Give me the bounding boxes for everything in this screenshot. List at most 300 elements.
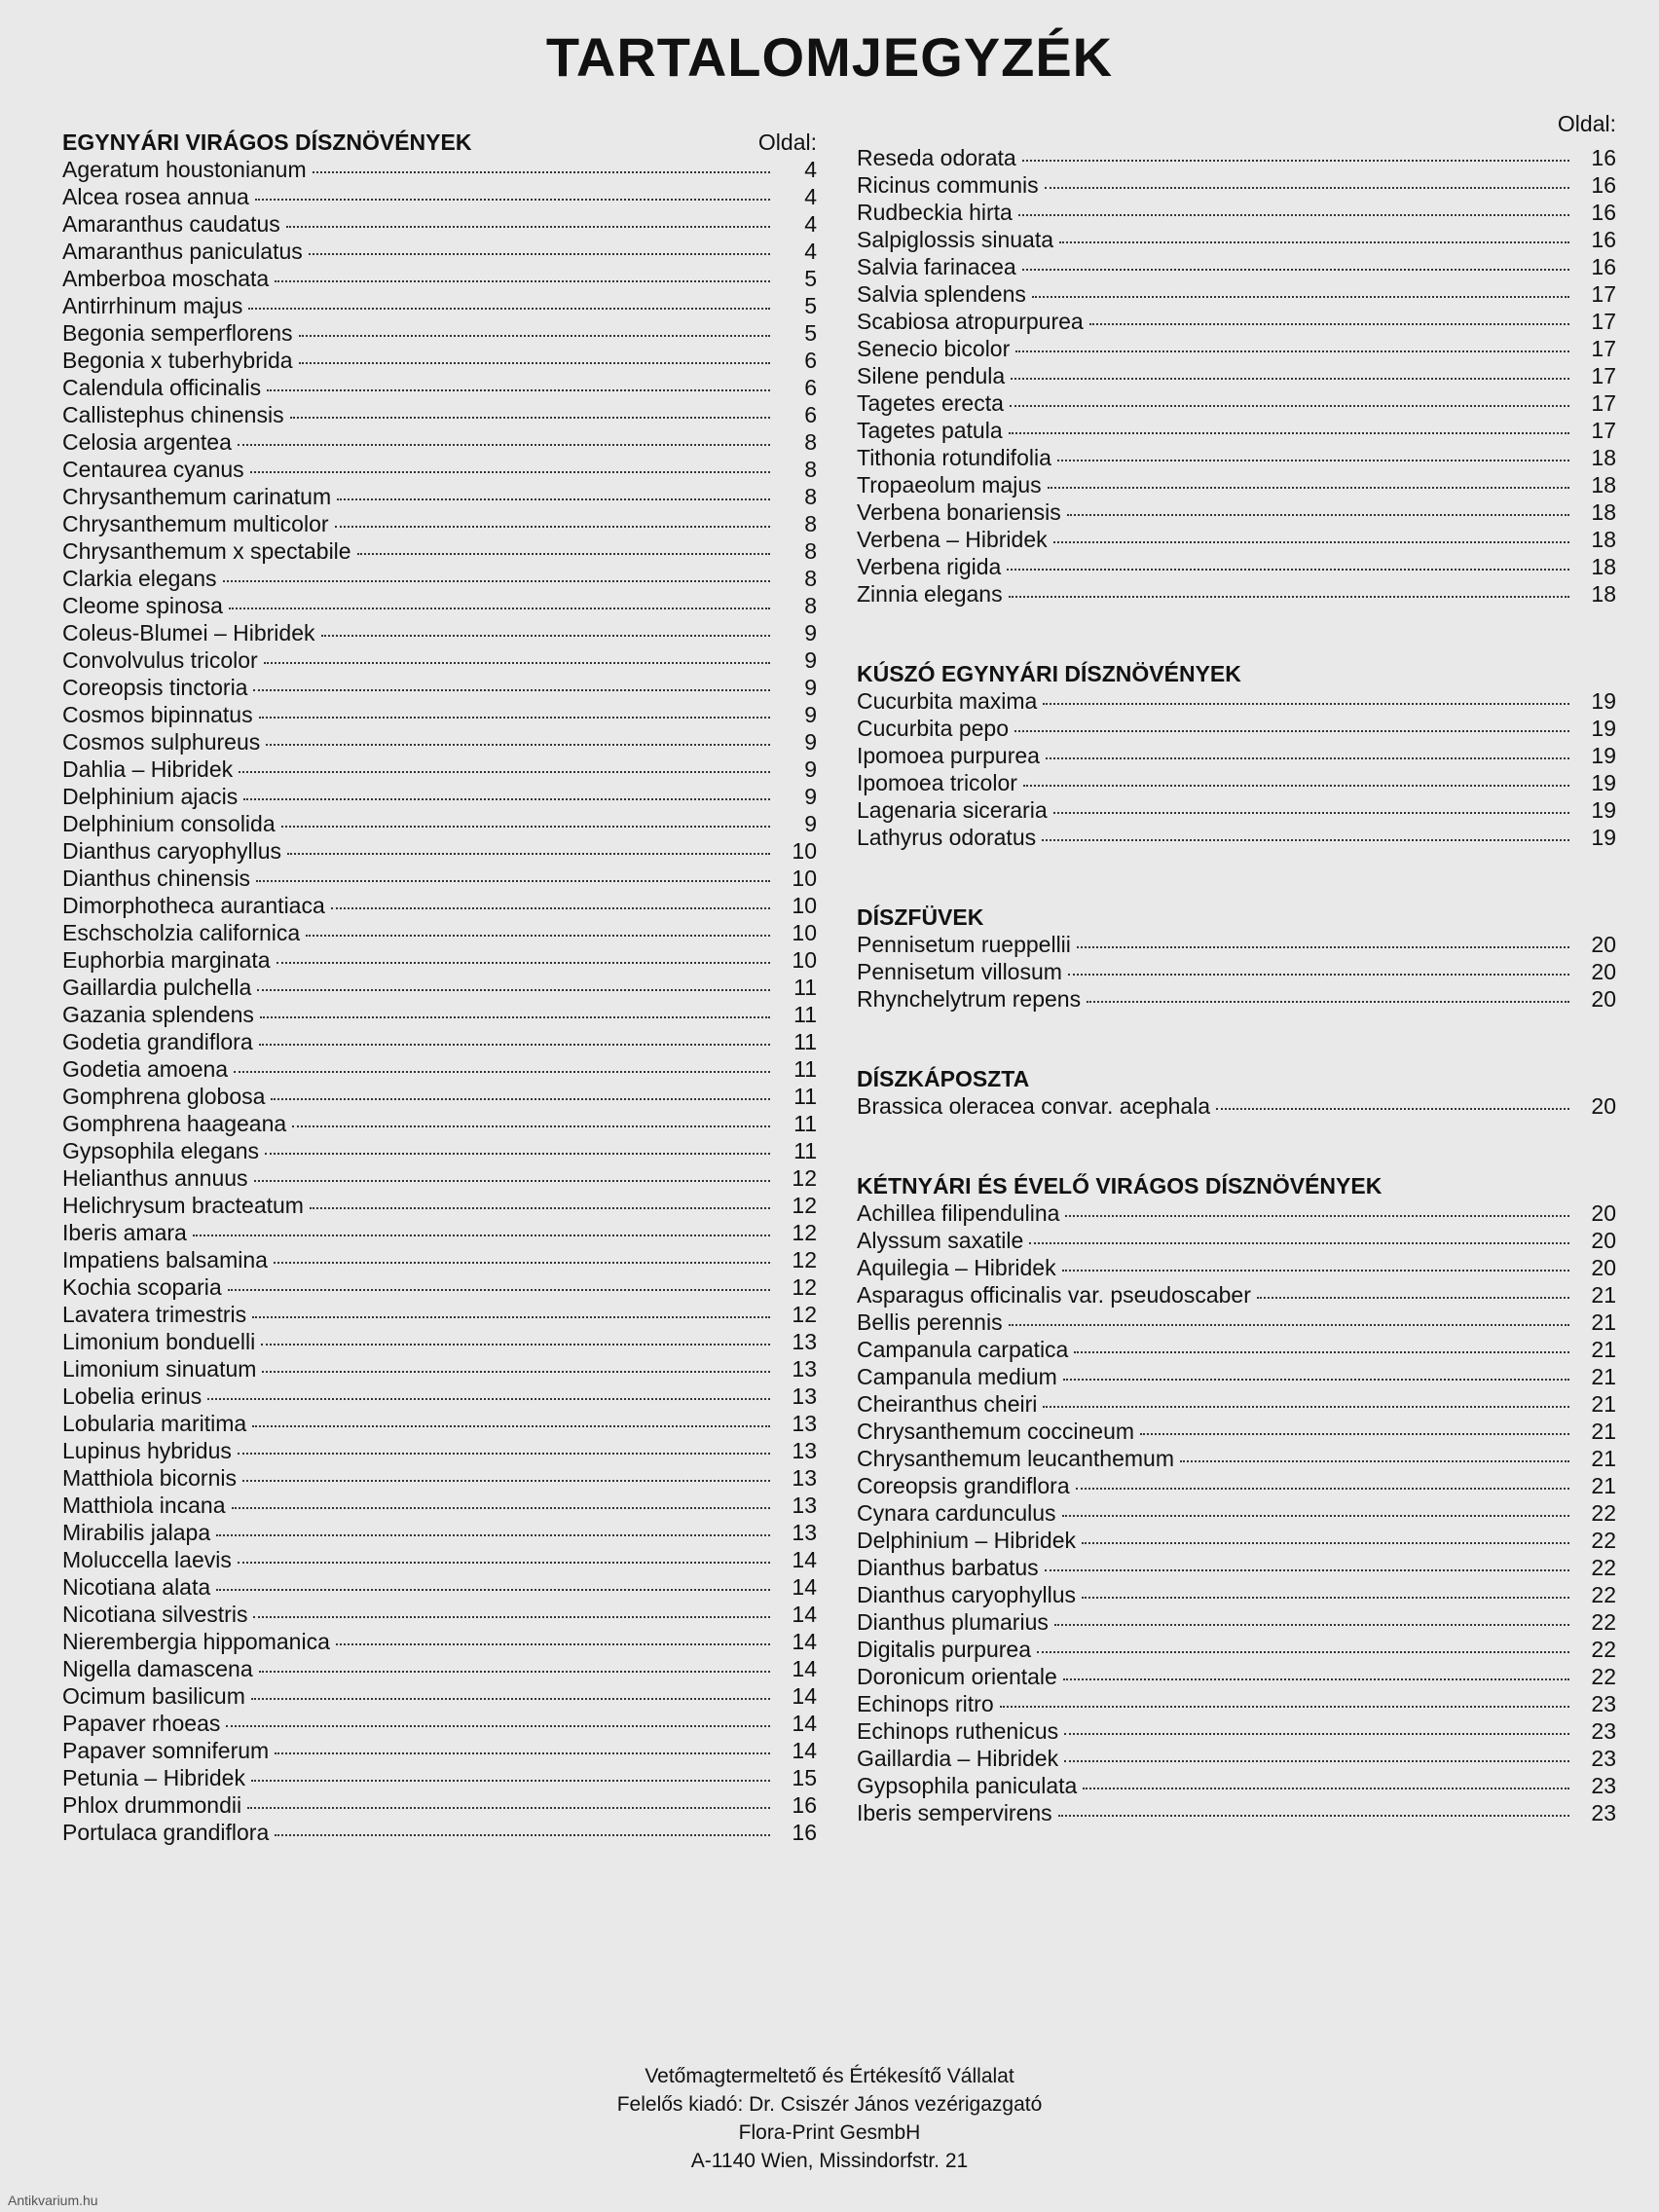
toc-entry <box>857 444 1616 471</box>
entry-name: Limonium sinuatum <box>62 1356 257 1382</box>
entry-name: Delphinium – Hibridek <box>857 1528 1076 1553</box>
toc-entry <box>62 1110 817 1137</box>
entry-name: Matthiola incana <box>62 1493 226 1518</box>
toc-section <box>857 654 1616 851</box>
entry-name: Dianthus caryophyllus <box>857 1582 1077 1607</box>
dot-leader <box>1029 1242 1569 1244</box>
entry-name: Lavatera trimestris <box>62 1302 247 1327</box>
entry-name: Amaranthus paniculatus <box>62 239 303 264</box>
dot-leader <box>1043 1406 1569 1408</box>
dot-leader <box>1018 214 1569 216</box>
entry-name: Asparagus officinalis var. pseudoscaber <box>857 1282 1251 1308</box>
toc-entry <box>62 728 817 756</box>
dot-leader <box>232 1507 771 1509</box>
dot-leader <box>238 1562 770 1564</box>
dot-leader <box>242 1480 770 1482</box>
toc-entry <box>62 592 817 619</box>
entry-name: Reseda odorata <box>857 145 1016 170</box>
entry-page-number: 9 <box>804 811 817 836</box>
entry-name: Salpiglossis sinuata <box>857 227 1054 252</box>
dot-leader <box>274 1262 770 1264</box>
dot-leader <box>275 1834 770 1836</box>
entry-name: Alcea rosea annua <box>62 184 249 209</box>
entry-page-number: 19 <box>1591 743 1616 768</box>
entry-page-number: 23 <box>1591 1691 1616 1716</box>
dot-leader <box>262 1371 770 1373</box>
entry-name: Nicotiana silvestris <box>62 1602 248 1627</box>
entry-page-number: 14 <box>792 1656 817 1681</box>
toc-entry <box>62 1410 817 1437</box>
toc-entry <box>62 837 817 865</box>
dot-leader <box>260 1016 770 1018</box>
entry-name: Dianthus plumarius <box>857 1609 1049 1635</box>
entry-page-number: 6 <box>804 402 817 427</box>
entry-name: Godetia amoena <box>62 1056 229 1082</box>
dot-leader <box>1015 350 1569 352</box>
entry-page-number: 11 <box>793 1029 817 1054</box>
oldal-label: Oldal: <box>757 129 817 155</box>
entry-page-number: 16 <box>792 1792 817 1818</box>
entry-page-number: 19 <box>1591 825 1616 850</box>
dot-leader <box>264 662 770 664</box>
toc-list <box>857 144 1616 1826</box>
entry-page-number: 21 <box>1591 1364 1616 1389</box>
entry-name: Silene pendula <box>857 363 1006 388</box>
entry-page-number: 23 <box>1591 1800 1616 1825</box>
dot-leader <box>1010 405 1569 407</box>
section-title: DÍSZKÁPOSZTA <box>857 1066 1030 1091</box>
dot-leader <box>1074 1351 1569 1353</box>
entry-page-number: 16 <box>1591 200 1616 225</box>
toc-entry <box>857 687 1616 715</box>
toc-entry <box>62 183 817 210</box>
entry-page-number: 19 <box>1591 716 1616 741</box>
entry-name: Phlox drummondii <box>62 1792 242 1818</box>
entry-page-number: 18 <box>1591 527 1616 552</box>
entry-page-number: 11 <box>793 1111 817 1136</box>
dot-leader <box>247 1807 770 1809</box>
dot-leader <box>1045 1569 1569 1571</box>
entry-name: Kochia scoparia <box>62 1274 222 1300</box>
toc-entry <box>62 1328 817 1355</box>
entry-page-number: 19 <box>1591 770 1616 795</box>
dot-leader <box>1068 974 1569 976</box>
entry-page-number: 20 <box>1591 932 1616 957</box>
toc-entry <box>62 1355 817 1382</box>
toc-entry <box>857 144 1616 171</box>
entry-name: Cosmos bipinnatus <box>62 702 253 727</box>
entry-name: Delphinium consolida <box>62 811 276 836</box>
publisher-footer <box>0 2062 1659 2175</box>
entry-name: Impatiens balsamina <box>62 1247 268 1272</box>
entry-name: Rudbeckia hirta <box>857 200 1013 225</box>
entry-page-number: 20 <box>1591 986 1616 1012</box>
entry-name: Dianthus chinensis <box>62 866 251 891</box>
entry-page-number: 12 <box>792 1193 817 1218</box>
entry-page-number: 20 <box>1591 959 1616 984</box>
entry-page-number: 18 <box>1591 445 1616 470</box>
dot-leader <box>281 826 770 828</box>
entry-name: Centaurea cyanus <box>62 457 244 482</box>
toc-entry <box>857 199 1616 226</box>
dot-leader <box>216 1534 770 1536</box>
entry-name: Cucurbita maxima <box>857 688 1038 714</box>
entry-page-number: 9 <box>804 729 817 755</box>
entry-name: Calendula officinalis <box>62 375 262 400</box>
entry-name: Aquilegia – Hibridek <box>857 1255 1056 1280</box>
entry-name: Coreopsis grandiflora <box>857 1473 1070 1498</box>
toc-entry <box>62 1628 817 1655</box>
dot-leader <box>252 1425 770 1427</box>
entry-page-number: 4 <box>804 157 817 182</box>
toc-entry <box>857 1717 1616 1745</box>
entry-name: Iberis sempervirens <box>857 1800 1052 1825</box>
entry-page-number: 22 <box>1591 1555 1616 1580</box>
toc-entry <box>857 1799 1616 1826</box>
entry-page-number: 10 <box>792 893 817 918</box>
toc-section <box>857 1166 1616 1826</box>
dot-leader <box>1000 1706 1569 1708</box>
entry-name: Tagetes erecta <box>857 390 1004 416</box>
entry-name: Lupinus hybridus <box>62 1438 232 1463</box>
dot-leader <box>286 226 770 228</box>
toc-entry <box>62 674 817 701</box>
entry-name: Dianthus caryophyllus <box>62 838 282 864</box>
entry-name: Gypsophila paniculata <box>857 1773 1078 1798</box>
dot-leader <box>1065 1215 1569 1217</box>
dot-leader <box>255 199 770 201</box>
dot-leader <box>1082 1542 1569 1544</box>
entry-name: Gaillardia pulchella <box>62 975 252 1000</box>
section-title: KÉTNYÁRI ÉS ÉVELŐ VIRÁGOS DÍSZNÖVÉNYEK <box>857 1173 1382 1198</box>
toc-entry <box>62 319 817 347</box>
toc-entry <box>62 1764 817 1791</box>
entry-name: Petunia – Hibridek <box>62 1765 245 1790</box>
dot-leader <box>226 1725 770 1727</box>
dot-leader <box>1257 1297 1569 1299</box>
toc-section <box>857 898 1616 1013</box>
entry-page-number: 9 <box>804 647 817 673</box>
entry-name: Gypsophila elegans <box>62 1138 260 1163</box>
entry-name: Cleome spinosa <box>62 593 223 618</box>
toc-entry <box>857 362 1616 389</box>
entry-page-number: 21 <box>1591 1446 1616 1471</box>
entry-page-number: 13 <box>792 1411 817 1436</box>
toc-entry <box>857 1336 1616 1363</box>
dot-leader <box>313 171 770 173</box>
toc-entry <box>857 1254 1616 1281</box>
footer-line: A-1140 Wien, Missindorfstr. 21 <box>690 2150 969 2172</box>
toc-entry <box>62 156 817 183</box>
toc-entry <box>62 1301 817 1328</box>
toc-entry <box>857 1499 1616 1527</box>
toc-entry <box>62 1464 817 1492</box>
dot-leader <box>1063 1379 1569 1381</box>
toc-entry <box>62 1437 817 1464</box>
dot-leader <box>228 1289 770 1291</box>
dot-leader <box>238 1453 770 1455</box>
entry-name: Pennisetum rueppellii <box>857 932 1071 957</box>
dot-leader <box>216 1589 770 1591</box>
entry-name: Lathyrus odoratus <box>857 825 1037 850</box>
entry-name: Gazania splendens <box>62 1002 254 1027</box>
entry-page-number: 11 <box>793 1056 817 1082</box>
toc-entry <box>857 1363 1616 1390</box>
toc-entry <box>62 865 817 892</box>
toc-entry <box>62 483 817 510</box>
section-header <box>857 1166 1616 1199</box>
entry-name: Nigella damascena <box>62 1656 253 1681</box>
entry-page-number: 22 <box>1591 1609 1616 1635</box>
dot-leader <box>287 853 770 855</box>
entry-page-number: 9 <box>804 675 817 700</box>
entry-page-number: 23 <box>1591 1746 1616 1771</box>
toc-entry <box>62 1655 817 1682</box>
entry-page-number: 17 <box>1591 418 1616 443</box>
entry-name: Dianthus barbatus <box>857 1555 1039 1580</box>
entry-name: Ocimum basilicum <box>62 1683 245 1709</box>
dot-leader <box>251 1780 770 1782</box>
dot-leader <box>1062 1270 1569 1272</box>
dot-leader <box>271 1098 770 1100</box>
entry-page-number: 11 <box>793 975 817 1000</box>
entry-name: Celosia argentea <box>62 429 232 455</box>
toc-entry <box>857 498 1616 526</box>
dot-leader <box>251 1698 770 1700</box>
entry-page-number: 13 <box>792 1356 817 1382</box>
dot-leader <box>1048 487 1569 489</box>
entry-name: Verbena rigida <box>857 554 1002 579</box>
entry-name: Campanula medium <box>857 1364 1057 1389</box>
dot-leader <box>1064 1760 1569 1762</box>
dot-leader <box>309 253 770 255</box>
dot-leader <box>229 608 770 609</box>
entry-page-number: 16 <box>1591 172 1616 198</box>
entry-page-number: 13 <box>792 1465 817 1491</box>
entry-name: Mirabilis jalapa <box>62 1520 211 1545</box>
toc-entry <box>62 1819 817 1846</box>
toc-entry <box>62 1682 817 1710</box>
toc-entry <box>857 1472 1616 1499</box>
entry-page-number: 16 <box>1591 145 1616 170</box>
toc-entry <box>62 292 817 319</box>
toc-entry <box>857 226 1616 253</box>
entry-page-number: 20 <box>1591 1228 1616 1253</box>
entry-name: Bellis perennis <box>857 1309 1003 1335</box>
entry-name: Alyssum saxatile <box>857 1228 1024 1253</box>
toc-entry <box>857 1418 1616 1445</box>
entry-name: Tropaeolum majus <box>857 472 1042 498</box>
toc-entry <box>857 1608 1616 1636</box>
entry-name: Salvia farinacea <box>857 254 1016 279</box>
toc-entry <box>857 417 1616 444</box>
entry-name: Eschscholzia californica <box>62 920 301 945</box>
toc-entry <box>857 580 1616 608</box>
entry-page-number: 22 <box>1591 1637 1616 1662</box>
dot-leader <box>1140 1433 1569 1435</box>
toc-entry <box>857 1636 1616 1663</box>
dot-leader <box>1064 1733 1569 1735</box>
entry-name: Ipomoea purpurea <box>857 743 1040 768</box>
entry-page-number: 12 <box>792 1247 817 1272</box>
dot-leader <box>266 744 770 746</box>
toc-entry <box>62 919 817 946</box>
toc-entry <box>62 1791 817 1819</box>
section-header <box>62 123 817 156</box>
entry-page-number: 5 <box>804 293 817 318</box>
entry-name: Verbena bonariensis <box>857 499 1061 525</box>
entry-page-number: 12 <box>792 1220 817 1245</box>
entry-name: Verbena – Hibridek <box>857 527 1048 552</box>
entry-name: Chrysanthemum x spectabile <box>62 538 351 564</box>
dot-leader <box>1180 1460 1569 1462</box>
toc-entry <box>62 1737 817 1764</box>
entry-name: Amberboa moschata <box>62 266 270 291</box>
entry-name: Coleus-Blumei – Hibridek <box>62 620 315 645</box>
toc-entry <box>62 1219 817 1246</box>
entry-page-number: 14 <box>792 1602 817 1627</box>
toc-entry <box>62 401 817 428</box>
toc-entry <box>62 1137 817 1164</box>
toc-entry <box>62 1164 817 1192</box>
entry-name: Delphinium ajacis <box>62 784 239 809</box>
dot-leader <box>1077 946 1569 948</box>
dot-leader <box>1009 432 1569 434</box>
entry-name: Amaranthus caudatus <box>62 211 280 237</box>
toc-entry <box>62 1546 817 1573</box>
toc-entry <box>857 1663 1616 1690</box>
footer-line: Vetőmagtermeltető és Értékesítő Vállalat <box>645 2065 1014 2087</box>
entry-page-number: 23 <box>1591 1773 1616 1798</box>
toc-entry <box>62 756 817 783</box>
entry-page-number: 21 <box>1591 1391 1616 1417</box>
dot-leader <box>250 471 770 473</box>
toc-entry <box>857 1227 1616 1254</box>
entry-page-number: 19 <box>1591 688 1616 714</box>
entry-page-number: 6 <box>804 375 817 400</box>
entry-page-number: 15 <box>792 1765 817 1790</box>
entry-page-number: 17 <box>1591 390 1616 416</box>
toc-entry <box>857 715 1616 742</box>
entry-name: Ipomoea tricolor <box>857 770 1017 795</box>
toc-entry <box>62 1028 817 1055</box>
toc-entry <box>857 280 1616 308</box>
entry-name: Cucurbita pepo <box>857 716 1009 741</box>
entry-name: Portulaca grandiflora <box>62 1820 270 1845</box>
entry-page-number: 10 <box>792 866 817 891</box>
toc-entry <box>62 1055 817 1083</box>
entry-name: Nierembergia hippomanica <box>62 1629 330 1654</box>
entry-page-number: 8 <box>804 566 817 591</box>
entry-page-number: 21 <box>1591 1337 1616 1362</box>
dot-leader <box>1057 460 1569 461</box>
toc-entry <box>62 510 817 537</box>
entry-page-number: 17 <box>1591 336 1616 361</box>
toc-entry <box>857 1772 1616 1799</box>
entry-page-number: 22 <box>1591 1664 1616 1689</box>
dot-leader <box>1023 785 1569 787</box>
entry-name: Clarkia elegans <box>62 566 217 591</box>
dot-leader <box>1046 757 1569 759</box>
dot-leader <box>234 1071 770 1073</box>
dot-leader <box>259 1671 770 1673</box>
dot-leader <box>1022 160 1569 162</box>
entry-name: Ricinus communis <box>857 172 1039 198</box>
dot-leader <box>1032 296 1569 298</box>
entry-page-number: 16 <box>1591 227 1616 252</box>
toc-entry <box>62 1192 817 1219</box>
toc-entry <box>62 892 817 919</box>
entry-page-number: 22 <box>1591 1500 1616 1526</box>
toc-entry <box>857 769 1616 796</box>
dot-leader <box>321 635 771 637</box>
entry-name: Cynara cardunculus <box>857 1500 1056 1526</box>
toc-entry <box>62 946 817 974</box>
section-header <box>857 654 1616 687</box>
entry-page-number: 22 <box>1591 1528 1616 1553</box>
entry-page-number: 17 <box>1591 281 1616 307</box>
dot-leader <box>1014 730 1569 732</box>
entry-name: Godetia grandiflora <box>62 1029 253 1054</box>
dot-leader <box>253 1616 770 1618</box>
dot-leader <box>1009 596 1569 598</box>
entry-page-number: 12 <box>792 1165 817 1191</box>
dot-leader <box>275 280 770 282</box>
entry-name: Nicotiana alata <box>62 1574 211 1600</box>
entry-name: Digitalis purpurea <box>857 1637 1031 1662</box>
entry-name: Senecio bicolor <box>857 336 1011 361</box>
dot-leader <box>1011 378 1569 380</box>
toc-entry <box>857 1390 1616 1418</box>
footer-line: Flora-Print GesmbH <box>738 2121 921 2144</box>
entry-page-number: 18 <box>1591 581 1616 607</box>
toc-entry <box>62 265 817 292</box>
toc-entry <box>62 1382 817 1410</box>
entry-page-number: 9 <box>804 756 817 782</box>
entry-page-number: 5 <box>804 320 817 346</box>
dot-leader <box>1042 839 1569 841</box>
entry-name: Begonia x tuberhybrida <box>62 348 293 373</box>
entry-name: Brassica oleracea convar. acephala <box>857 1093 1211 1119</box>
toc-entry <box>62 1573 817 1601</box>
dot-leader <box>193 1235 770 1236</box>
entry-page-number: 19 <box>1591 797 1616 823</box>
entry-page-number: 14 <box>792 1738 817 1763</box>
dot-leader <box>256 880 770 882</box>
entry-page-number: 10 <box>792 920 817 945</box>
entry-name: Achillea filipendulina <box>857 1200 1060 1226</box>
entry-page-number: 8 <box>804 538 817 564</box>
dot-leader <box>259 717 770 719</box>
dot-leader <box>1216 1108 1569 1110</box>
dot-leader <box>336 1643 770 1645</box>
toc-entry <box>62 374 817 401</box>
dot-leader <box>1059 241 1569 243</box>
entry-name: Callistephus chinensis <box>62 402 284 427</box>
entry-name: Papaver somniferum <box>62 1738 270 1763</box>
entry-page-number: 12 <box>792 1274 817 1300</box>
entry-name: Ageratum houstonianum <box>62 157 307 182</box>
entry-page-number: 14 <box>792 1711 817 1736</box>
dot-leader <box>1063 1678 1569 1680</box>
entry-name: Begonia semperflorens <box>62 320 293 346</box>
entry-name: Dahlia – Hibridek <box>62 756 234 782</box>
entry-page-number: 4 <box>804 211 817 237</box>
entry-name: Gomphrena haageana <box>62 1111 287 1136</box>
toc-entry <box>857 958 1616 985</box>
toc-entry <box>857 308 1616 335</box>
dot-leader <box>254 1180 770 1182</box>
